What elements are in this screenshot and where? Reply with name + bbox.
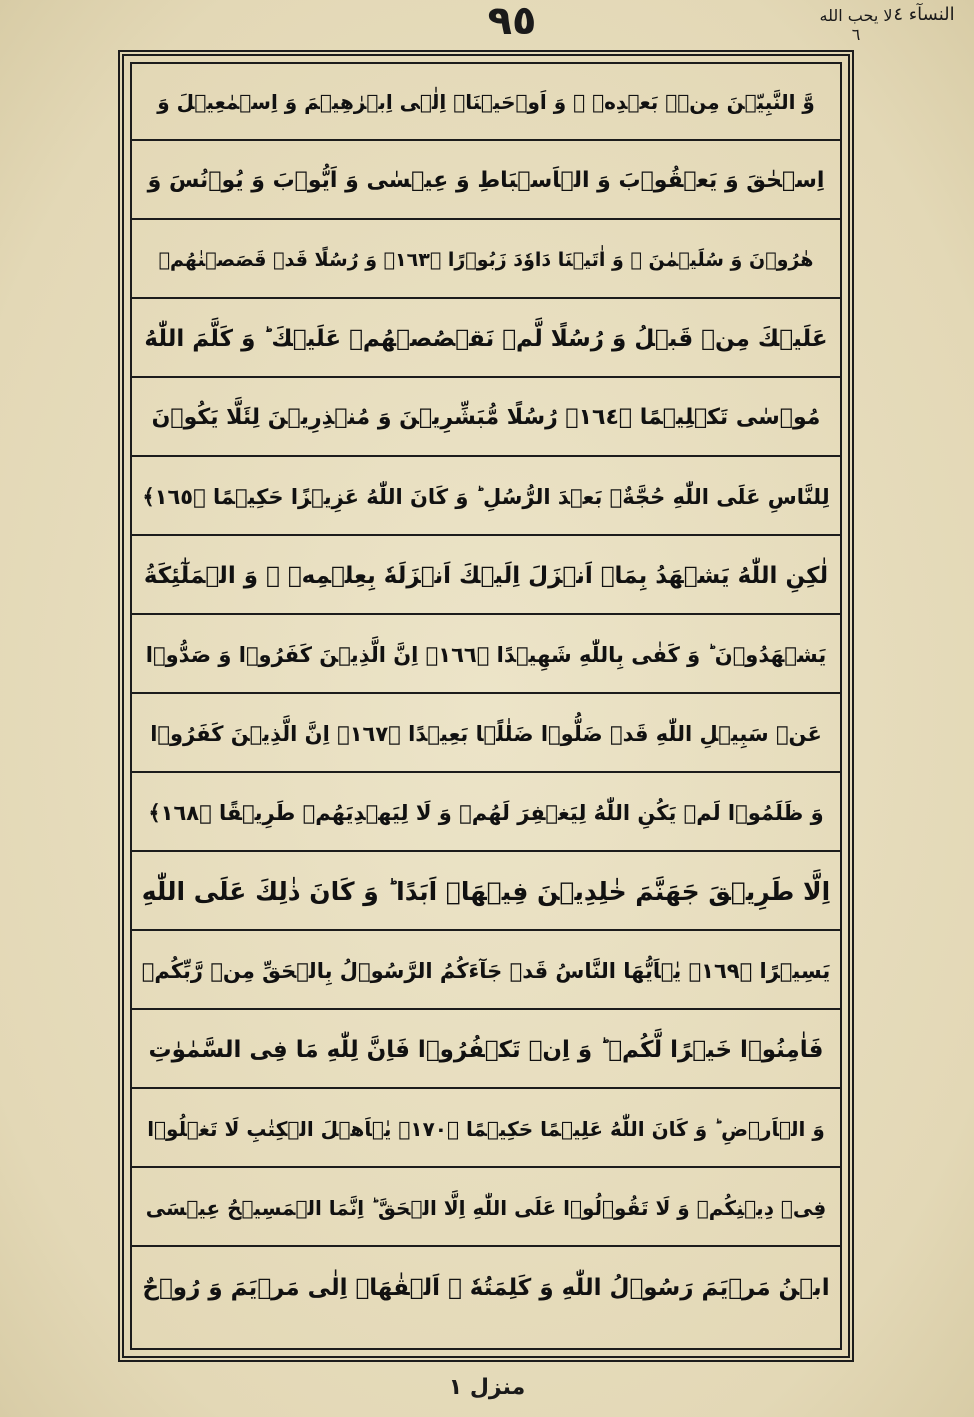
manzil-label: منزل ١: [448, 1375, 526, 1400]
page-header: [0, 0, 974, 50]
text-line: وَ ظَلَمُوۡا لَمۡ یَكُنِ اللّٰهُ لِیَغۡفِرَ لَهُمۡ وَ لَا لِیَهۡدِیَهُمۡ طَرِیۡقًا ﴿١٦٨﴾: [132, 775, 840, 852]
surah-label: النسآء ٤: [893, 4, 955, 25]
text-line: وَّ النَّبِیّٖنَ مِنۡۢ بَعۡدِهٖ ۚ وَ اَوۡحَیۡنَاۤ اِلٰۤی اِبۡرٰهِیۡمَ وَ اِسۡمٰعِیۡلَ وَ: [132, 64, 840, 141]
text-line: عَلَیۡكَ مِنۡ قَبۡلُ وَ رُسُلًا لَّمۡ نَقۡصُصۡهُمۡ عَلَیۡكَ ؕ وَ كَلَّمَ اللّٰهُ: [132, 301, 840, 378]
text-line: فِیۡ دِیۡنِكُمۡ وَ لَا تَقُوۡلُوۡا عَلَی اللّٰهِ اِلَّا الۡحَقَّ ؕ اِنَّمَا الۡمَسِیۡحُ عِیۡسَی: [132, 1170, 840, 1247]
text-line: مُوۡسٰی تَكۡلِیۡمًا ﴿١٦٤﴾ رُسُلًا مُّبَشِّرِیۡنَ وَ مُنۡذِرِیۡنَ لِئَلَّا یَكُوۡنَ: [132, 380, 840, 457]
text-line: اِسۡحٰقَ وَ یَعۡقُوۡبَ وَ الۡاَسۡبَاطِ وَ عِیۡسٰی وَ اَیُّوۡبَ وَ یُوۡنُسَ وَ: [132, 143, 840, 220]
text-line: عَنۡ سَبِیۡلِ اللّٰهِ قَدۡ ضَلُّوۡا ضَلٰلًۢا بَعِیۡدًا ﴿١٦٧﴾ اِنَّ الَّذِیۡنَ كَفَرُوۡا: [132, 696, 840, 773]
text-frame: [118, 50, 854, 1362]
text-line: هٰرُوۡنَ وَ سُلَیۡمٰنَ ۚ وَ اٰتَیۡنَا دَاوٗدَ زَبُوۡرًا ﴿١٦٣﴾ وَ رُسُلًا قَدۡ قَصَصۡنٰهُمۡ: [132, 222, 840, 299]
text-line: لِلنَّاسِ عَلَی اللّٰهِ حُجَّةٌۢ بَعۡدَ الرُّسُلِ ؕ وَ كَانَ اللّٰهُ عَزِیۡزًا حَكِیۡمًا ﴿١٦٥﴾: [132, 459, 840, 536]
text-line: ابۡنُ مَرۡیَمَ رَسُوۡلُ اللّٰهِ وَ كَلِمَتُهٗ ۚ اَلۡقٰهَاۤ اِلٰی مَرۡیَمَ وَ رُوۡحٌ: [142, 1274, 830, 1301]
text-lines: [130, 62, 842, 1350]
text-line: یَشۡهَدُوۡنَ ؕ وَ كَفٰی بِاللّٰهِ شَهِیۡدًا ﴿١٦٦﴾ اِنَّ الَّذِیۡنَ كَفَرُوۡا وَ صَدُّوۡا: [132, 617, 840, 694]
text-line: لٰكِنِ اللّٰهُ یَشۡهَدُ بِمَاۤ اَنۡزَلَ اِلَیۡكَ اَنۡزَلَهٗ بِعِلۡمِهٖ ۚ وَ الۡمَلٰٓئِكَةُ: [132, 538, 840, 615]
text-line: وَ الۡاَرۡضِ ؕ وَ كَانَ اللّٰهُ عَلِیۡمًا حَكِیۡمًا ﴿١٧٠﴾ یٰۤاَهۡلَ الۡكِتٰبِ لَا تَغۡلُوۡا: [132, 1091, 840, 1168]
page-number: ٩٥: [487, 0, 537, 44]
text-line: فَاٰمِنُوۡا خَیۡرًا لَّكُمۡ ؕ وَ اِنۡ تَكۡفُرُوۡا فَاِنَّ لِلّٰهِ مَا فِی السَّمٰوٰتِ: [132, 1012, 840, 1089]
juz-label: لا يحب الله ٦: [819, 6, 893, 44]
text-line: یَسِیۡرًا ﴿١٦٩﴾ یٰۤاَیُّهَا النَّاسُ قَدۡ جَآءَكُمُ الرَّسُوۡلُ بِالۡحَقِّ مِنۡ رَّبِّكُمۡ: [132, 933, 840, 1010]
text-line: اِلَّا طَرِیۡقَ جَهَنَّمَ خٰلِدِیۡنَ فِیۡهَاۤ اَبَدًا ؕ وَ كَانَ ذٰلِكَ عَلَی اللّٰهِ: [132, 854, 840, 931]
